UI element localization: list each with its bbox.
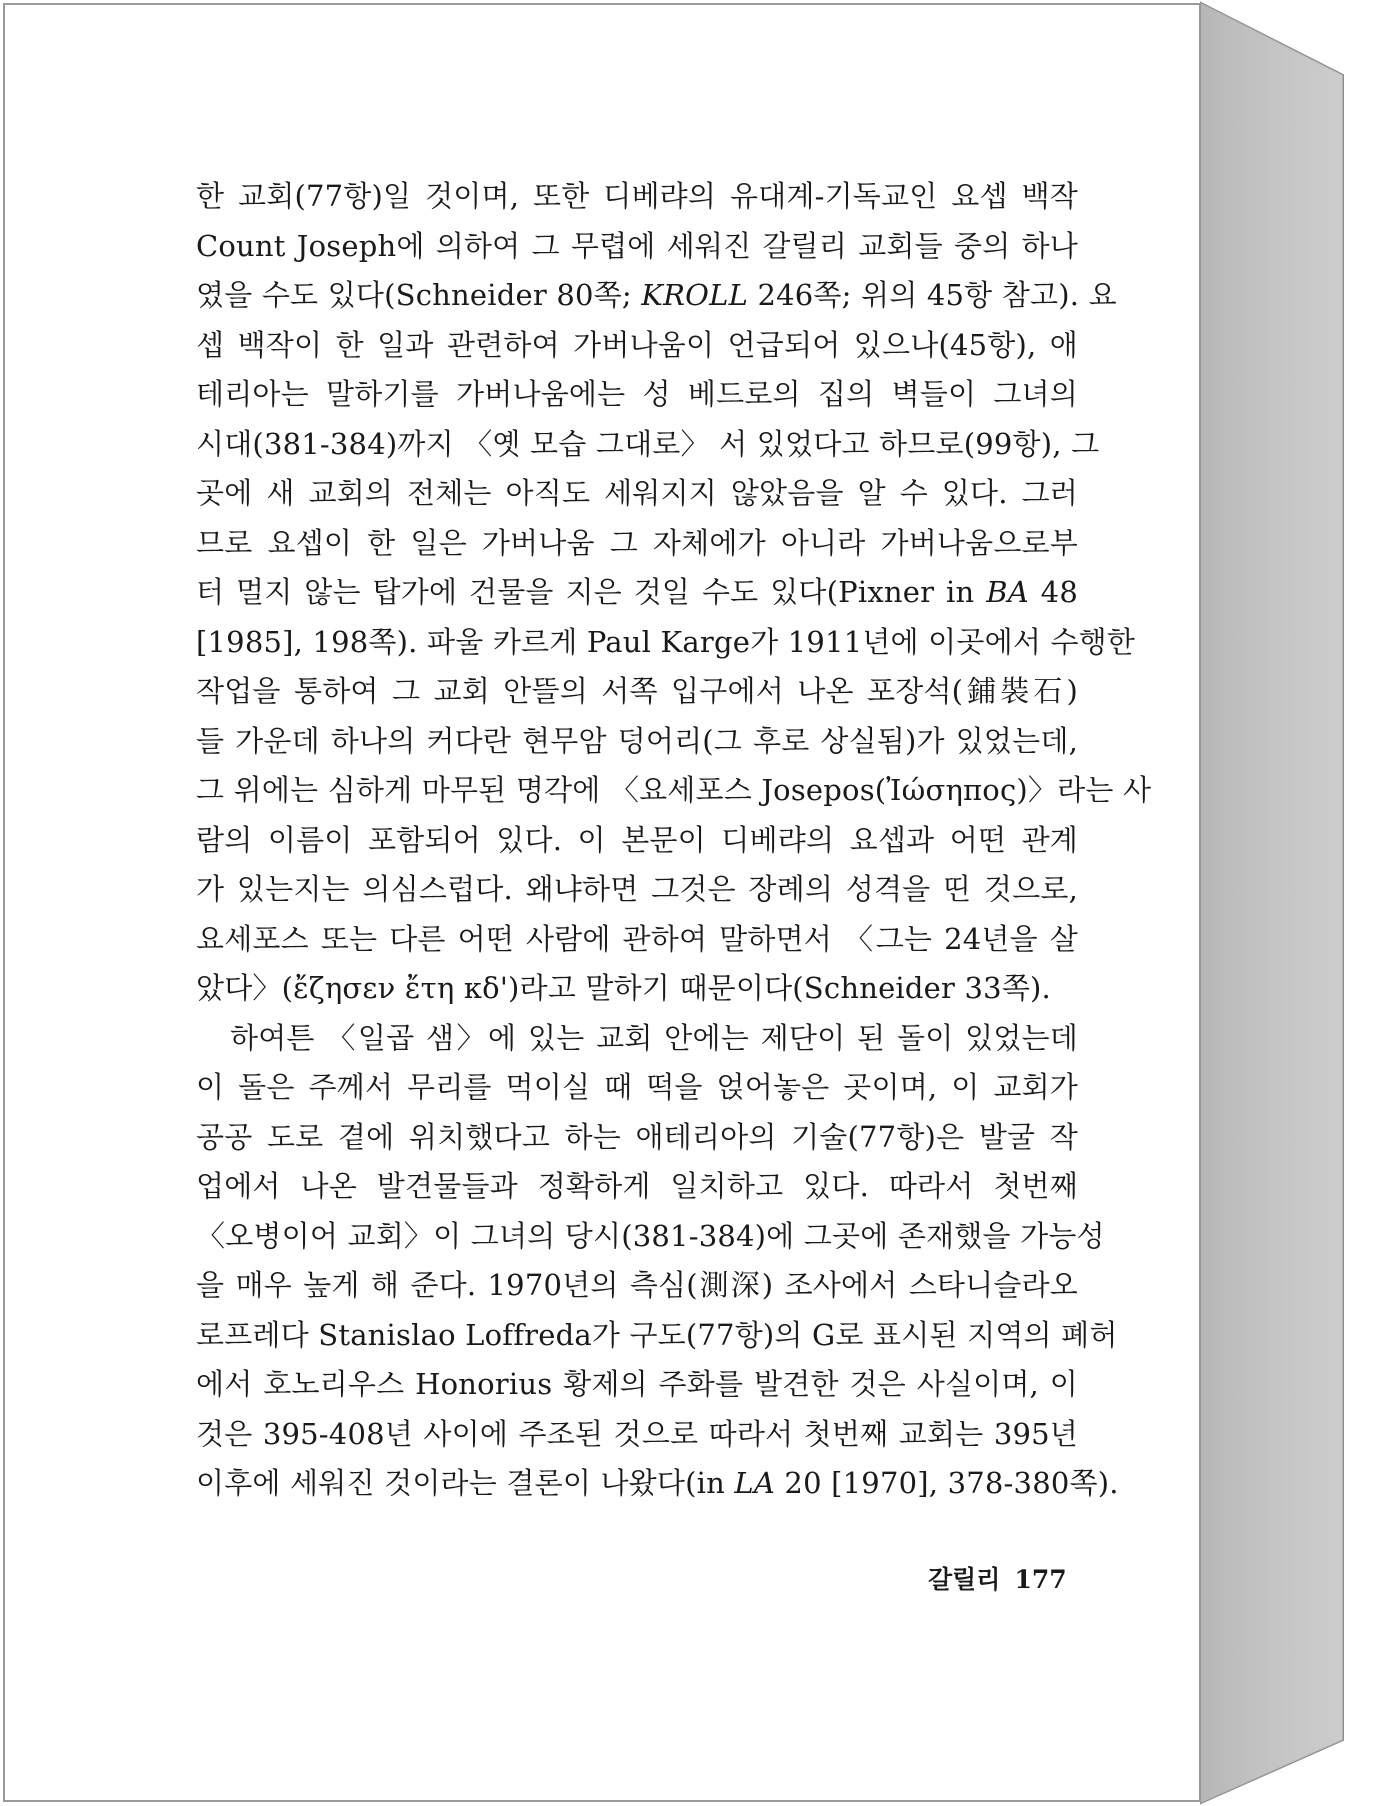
text-line: 로프레다 Stanislao Loffreda가 구도(77항)의 G로 표시된 지역의 폐허 — [196, 1317, 1118, 1352]
text-line: 것은 395-408년 사이에 주조된 것으로 따라서 첫번째 교회는 395년 — [196, 1416, 1078, 1451]
page-footer — [928, 1560, 1067, 1596]
text-line: 시대(381-384)까지 〈옛 모습 그대로〉 서 있었다고 하므로(99항), 그 — [196, 426, 1100, 461]
text-line: 그 위에는 심하게 마무된 명각에 〈요세포스 Josepos(Ἰώσηπος)〉라는 사 — [196, 773, 1152, 807]
text-line: 업에서 나온 발견물들과 정확하게 일치하고 있다. 따라서 첫번째 — [196, 1169, 1078, 1203]
text-line: 한 교회(77항)일 것이며, 또한 디베랴의 유대계-기독교인 요셉 백작 — [196, 179, 1078, 213]
text-line: 요세포스 또는 다른 어떤 사람에 관하여 말하면서 〈그는 24년을 살 — [196, 921, 1078, 956]
text-line: 공공 도로 곁에 위치했다고 하는 애테리아의 기술(77항)은 발굴 작 — [196, 1119, 1078, 1154]
text-line: 테리아는 말하기를 가버나움에는 성 베드로의 집의 벽들이 그녀의 — [196, 377, 1078, 411]
text-line: 곳에 새 교회의 전체는 아직도 세워지지 않았음을 알 수 있다. 그러 — [196, 476, 1078, 510]
text-line: 을 매우 높게 해 준다. 1970년의 측심(測深) 조사에서 스타니슬라오 — [196, 1268, 1078, 1302]
text-line: 〈오병이어 교회〉이 그녀의 당시(381-384)에 그곳에 존재했을 가능성 — [196, 1218, 1105, 1253]
text-line: 이 돌은 주께서 무리를 먹이실 때 떡을 얹어놓은 곳이며, 이 교회가 — [196, 1070, 1078, 1104]
text-line: 람의 이름이 포함되어 있다. 이 본문이 디베랴의 요셉과 어떤 관계 — [196, 822, 1078, 857]
text-line: 들 가운데 하나의 커다란 현무암 덩어리(그 후로 상실됨)가 있었는데, — [196, 723, 1078, 758]
running-head: 갈릴리 — [928, 1565, 1001, 1594]
text-line: 작업을 통하여 그 교회 안뜰의 서쪽 입구에서 나온 포장석(鋪裝石) — [196, 674, 1078, 708]
page-number: 177 — [1014, 1565, 1067, 1594]
text-line: 았다〉(ἔζησεν ἔτη κδ')라고 말하기 때문이다(Schneider 33쪽). — [196, 971, 1051, 1005]
text-line: 셉 백작이 한 일과 관련하여 가버나움이 언급되어 있으나(45항), 애 — [196, 327, 1078, 362]
text-line: 에서 호노리우스 Honorius 황제의 주화를 발견한 것은 사실이며, 이 — [196, 1367, 1078, 1401]
text-line: 터 멀지 않는 탑가에 건물을 지은 것일 수도 있다(Pixner in BA 48 — [196, 575, 1078, 609]
text-line: 이후에 세워진 것이라는 결론이 나왔다(in LA 20 [1970], 378-380쪽). — [196, 1466, 1119, 1500]
text-line: 하여튼 〈일곱 샘〉에 있는 교회 안에는 제단이 된 돌이 있었는데 — [230, 1020, 1078, 1055]
text-line: 므로 요셉이 한 일은 가버나움 그 자체에가 아니라 가버나움으로부 — [196, 525, 1078, 560]
text-line: 가 있는지는 의심스럽다. 왜냐하면 그것은 장례의 성격을 띤 것으로, — [196, 872, 1078, 906]
text-line: Count Joseph에 의하여 그 무렵에 세워진 갈릴리 교회들 중의 하나 — [196, 228, 1078, 263]
body-text — [196, 172, 1152, 1509]
text-line: 였을 수도 있다(Schneider 80쪽; KROLL 246쪽; 위의 45항 참고). 요 — [196, 278, 1117, 312]
text-line: [1985], 198쪽). 파울 카르게 Paul Karge가 1911년에 이곳에서 수행한 — [196, 624, 1136, 659]
